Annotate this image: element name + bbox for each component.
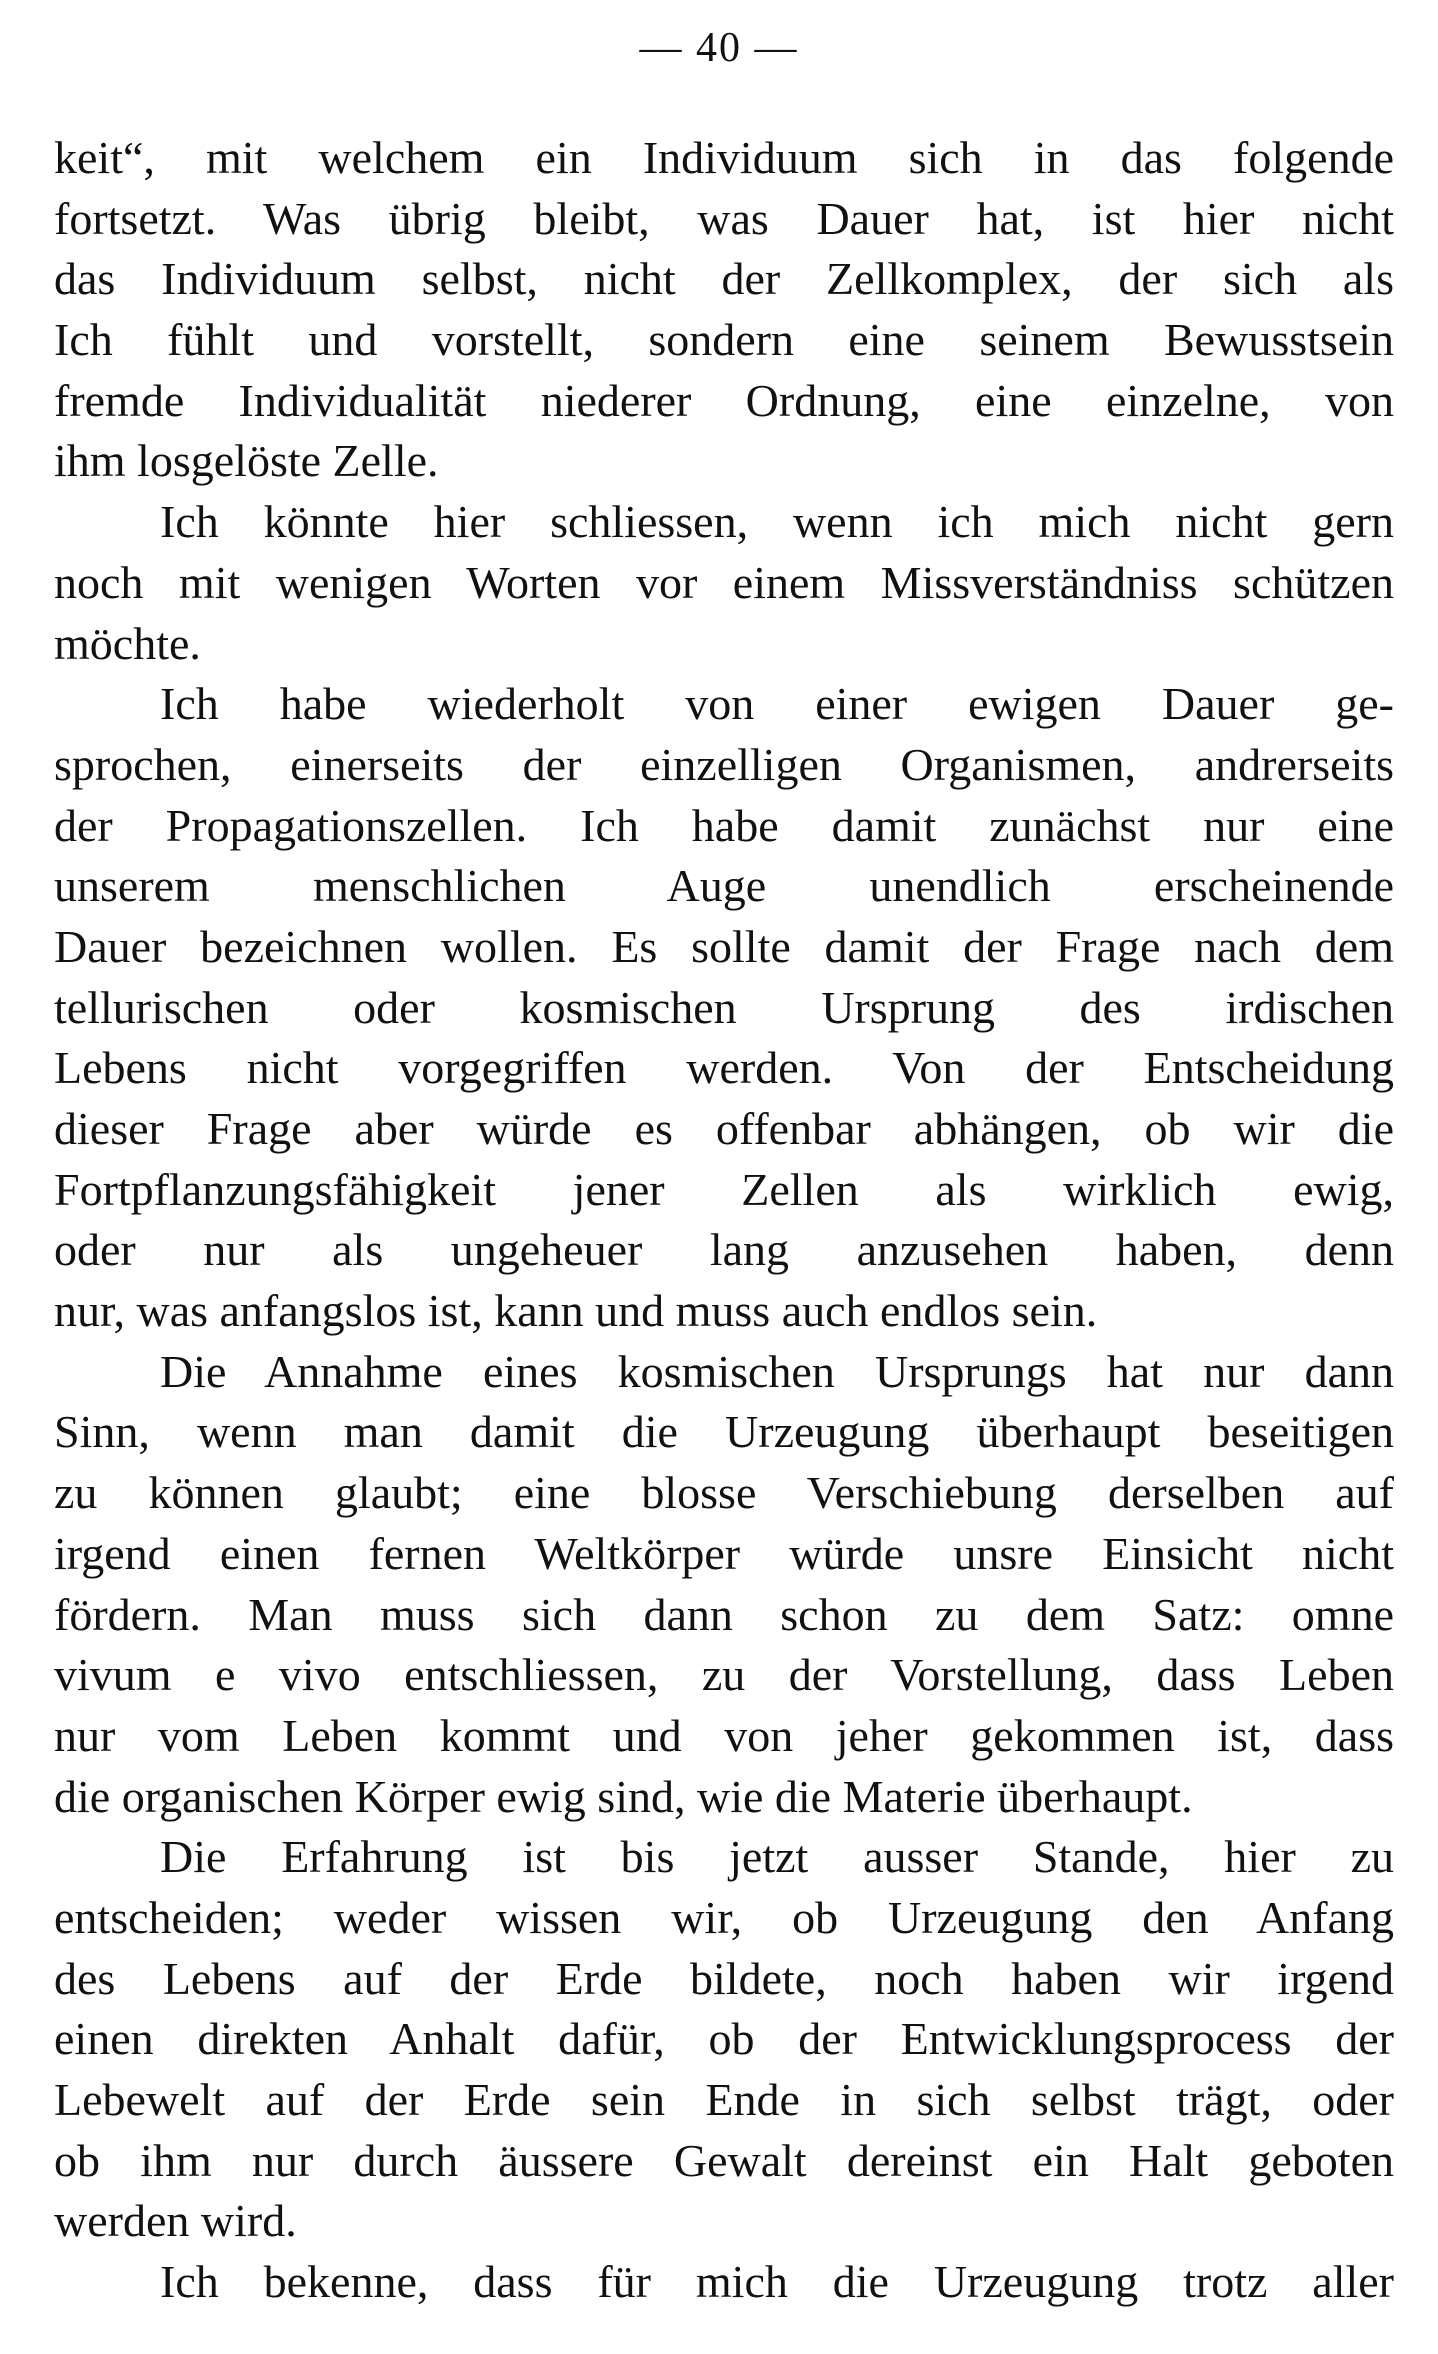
text-line: keit“, mit welchem ein Individuum sich in das folgende (54, 132, 1394, 183)
text-line: ob ihm nur durch äussere Gewalt dereinst ein Halt geboten (54, 2134, 1394, 2186)
text-line: Lebewelt auf der Erde sein Ende in sich selbst trägt, oder (54, 2074, 1394, 2125)
text-line: oder nur als ungeheuer lang anzusehen haben, denn (54, 1224, 1394, 1276)
text-line: Sinn, wenn man damit die Urzeugung überhaupt beseitigen (54, 1406, 1394, 1458)
text-line: Dauer bezeichnen wollen. Es sollte damit der Frage nach dem (54, 920, 1394, 972)
text-line: irgend einen fernen Weltkörper würde unsre Einsicht nicht (54, 1527, 1394, 1579)
text-line: unserem menschlichen Auge unendlich erscheinende (54, 860, 1394, 912)
text-line: möchte. (54, 617, 201, 669)
text-line: zu können glaubt; eine blosse Verschiebung derselben auf (54, 1467, 1394, 1519)
text-line: Fortpflanzungsfähigkeit jener Zellen als wirklich ewig, (54, 1163, 1394, 1215)
text-line: fortsetzt. Was übrig bleibt, was Dauer hat, ist hier nicht (54, 192, 1394, 244)
text-line: fördern. Man muss sich dann schon zu dem Satz: omne (54, 1588, 1394, 1640)
text-line: tellurischen oder kosmischen Ursprung des irdischen (54, 981, 1394, 1033)
text-line: noch mit wenigen Worten vor einem Missverständniss schützen (54, 556, 1394, 608)
text-line: der Propagationszellen. Ich habe damit zunächst nur eine (54, 799, 1394, 851)
text-line: nur vom Leben kommt und von jeher gekommen ist, dass (54, 1709, 1394, 1761)
text-line: entscheiden; weder wissen wir, ob Urzeugung den Anfang (54, 1891, 1394, 1943)
text-line: nur, was anfangslos ist, kann und muss auch endlos sein. (54, 1285, 1098, 1337)
text-line: das Individuum selbst, nicht der Zellkomplex, der sich als (54, 253, 1394, 305)
text-line: Die Annahme eines kosmischen Ursprungs hat nur dann (160, 1345, 1394, 1397)
text-line: einen direkten Anhalt dafür, ob der Entwicklungsprocess der (54, 2013, 1394, 2065)
text-line: fremde Individualität niederer Ordnung, eine einzelne, von (54, 374, 1394, 426)
text-line: vivum e vivo entschliessen, zu der Vorstellung, dass Leben (54, 1649, 1394, 1701)
text-line: Ich fühlt und vorstellt, sondern eine seinem Bewusstsein (54, 314, 1394, 366)
text-line: sprochen, einerseits der einzelligen Organismen, andrerseits (54, 738, 1394, 790)
page-number-header: — 40 — (639, 25, 799, 71)
text-line: Ich habe wiederholt von einer ewigen Dauer ge- (160, 678, 1394, 730)
text-line: Lebens nicht vorgegriffen werden. Von der Entscheidung (54, 1042, 1394, 1094)
text-line: Ich könnte hier schliessen, wenn ich mich nicht gern (160, 496, 1394, 548)
text-line: Ich bekenne, dass für mich die Urzeugung trotz aller (160, 2256, 1394, 2308)
text-line: die organischen Körper ewig sind, wie die Materie überhaupt. (54, 1770, 1193, 1822)
text-line: dieser Frage aber würde es offenbar abhängen, ob wir die (54, 1103, 1394, 1154)
text-line: werden wird. (54, 2195, 297, 2247)
text-line: Die Erfahrung ist bis jetzt ausser Stande, hier zu (160, 1831, 1394, 1883)
text-line: ihm losgelöste Zelle. (54, 435, 439, 487)
body-text (54, 128, 1394, 2313)
text-line: des Lebens auf der Erde bildete, noch haben wir irgend (54, 1952, 1394, 2004)
